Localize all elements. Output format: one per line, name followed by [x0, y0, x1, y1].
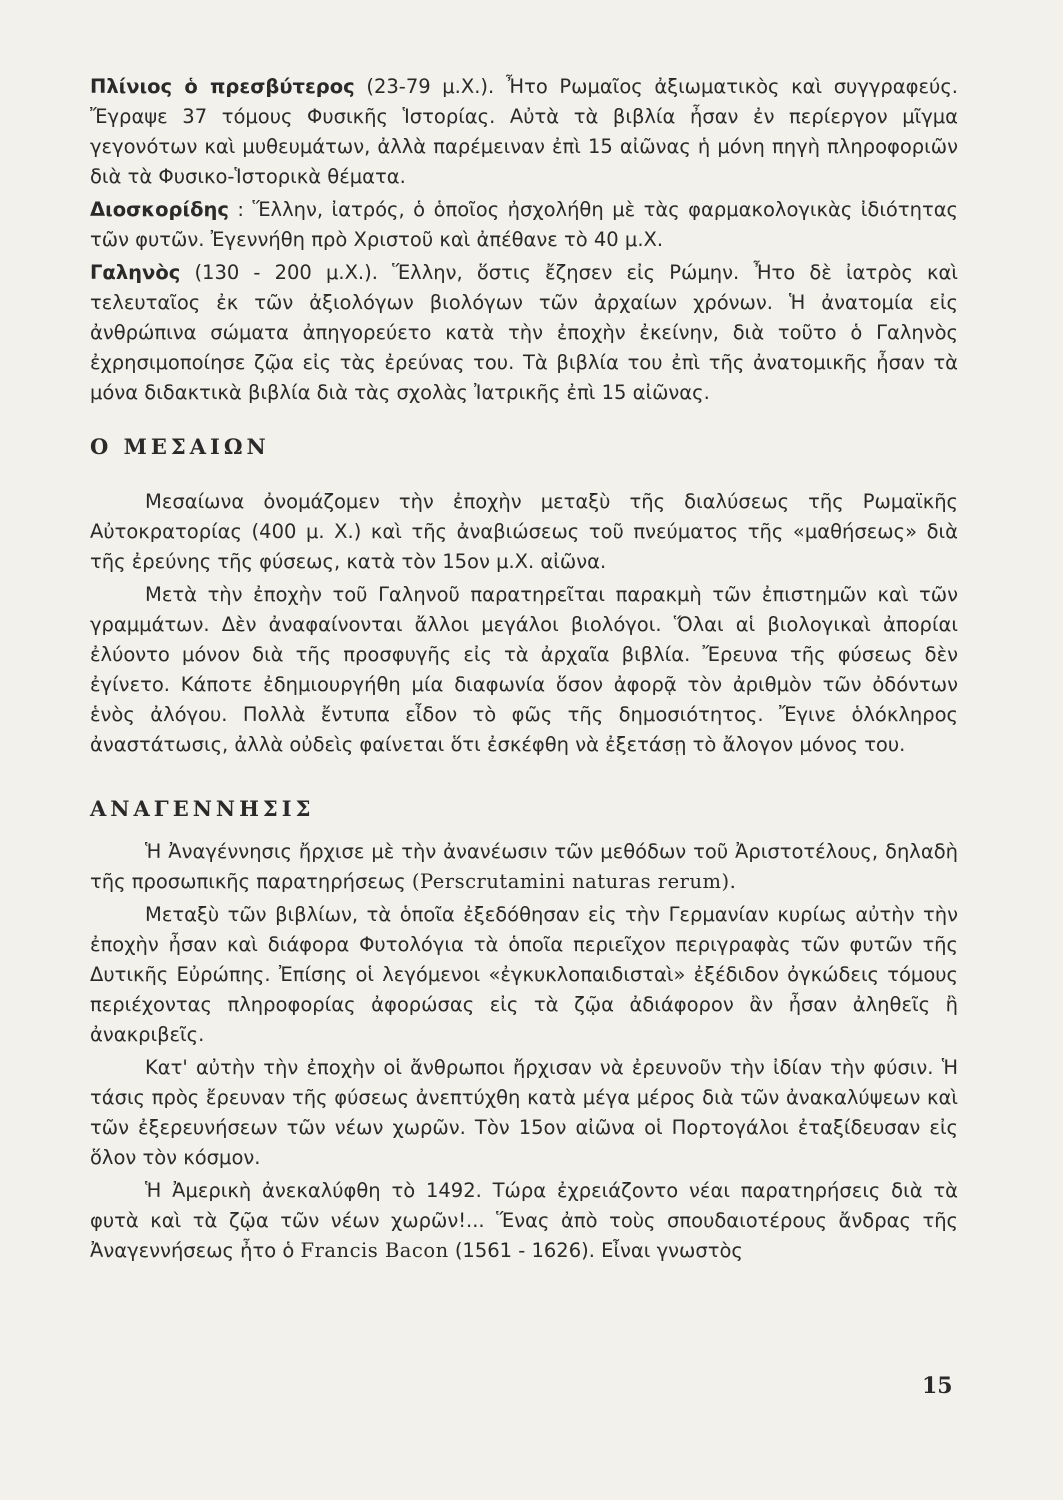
- section-heading-middle-ages: Ο ΜΕΣΑΙΩΝ: [90, 434, 270, 459]
- entry-dioscorides: [90, 195, 958, 255]
- page-number: 15: [922, 1373, 953, 1399]
- entry-term: Διοσκορίδης: [90, 198, 229, 221]
- latin-phrase: (Perscrutamini naturas rerum).: [411, 870, 737, 893]
- page-content: [90, 72, 958, 1269]
- entry-text: (23-79 μ.Χ.). Ἦτο Ρωμαῖος ἀξιωματικὸς καὶ συγγραφεύς. Ἔγραψε 37 τόμους Φυσικῆς Ἱστορίας. Αὐτὰ τὰ βιβλία ἦσαν ἐν περίεργον μῖγμα γεγονότων καὶ μυθευμάτων, ἀλλὰ παρέμειναν ἐπὶ 15 αἰῶνας ἡ μόνη πηγὴ πληροφοριῶν διὰ τὰ Φυσικο-Ἱστορικὰ θέματα.: [90, 75, 958, 188]
- latin-name: Francis Bacon: [300, 1239, 449, 1262]
- entry-plinius: [90, 72, 958, 192]
- entry-galen: [90, 258, 958, 408]
- paragraph: [90, 837, 958, 897]
- section-heading-renaissance: ΑΝΑΓΕΝΝΗΣΙΣ: [90, 796, 315, 821]
- paragraph: Κατ' αὐτὴν τὴν ἐποχὴν οἱ ἄνθρωποι ἤρχισαν νὰ ἐρευνοῦν τὴν ἰδίαν τὴν φύσιν. Ἡ τάσις πρὸς ἔρευναν τῆς φύσεως ἀνεπτύχθη κατὰ μέγα μέρος διὰ τῶν ἀνακαλύψεων καὶ τῶν ἐξερευνήσεων τῶν νέων χωρῶν. Τὸν 15ον αἰῶνα οἱ Πορτογάλοι ἐταξίδευσαν εἰς ὅλον τὸν κόσμον.: [90, 1056, 958, 1169]
- entry-text: : Ἕλλην, ἰατρός, ὁ ὁποῖος ἠσχολήθη μὲ τὰς φαρμακολογικὰς ἰδιότητας τῶν φυτῶν. Ἐγεννήθη πρὸ Χριστοῦ καὶ ἀπέθανε τὸ 40 μ.Χ.: [90, 198, 958, 251]
- paragraph: Μεταξὺ τῶν βιβλίων, τὰ ὁποῖα ἐξεδόθησαν εἰς τὴν Γερμανίαν κυρίως αὐτὴν τὴν ἐποχὴν ἦσαν καὶ διάφορα Φυτολόγια τὰ ὁποῖα περιεῖχον περιγραφὰς τῶν φυτῶν τῆς Δυτικῆς Εὐρώπης. Ἐπίσης οἱ λεγόμενοι «ἐγκυκλοπαιδισταὶ» ἐξέδιδον ὀγκώδεις τόμους περιέχοντας πληροφορίας ἀφορώσας εἰς τὰ ζῷα ἀδιάφορον ἂν ἦσαν ἀληθεῖς ἢ ἀνακριβεῖς.: [90, 903, 958, 1046]
- paragraph: [90, 1176, 958, 1266]
- entry-term: Πλίνιος ὁ πρεσβύτερος: [90, 75, 355, 98]
- paragraph: Μετὰ τὴν ἐποχὴν τοῦ Γαληνοῦ παρατηρεῖται παρακμὴ τῶν ἐπιστημῶν καὶ τῶν γραμμάτων. Δὲν ἀναφαίνονται ἄλλοι μεγάλοι βιολόγοι. Ὅλαι αἱ βιολογικαὶ ἀπορίαι ἐλύοντο μόνον διὰ τῆς προσφυγῆς εἰς τὰ ἀρχαῖα βιβλία. Ἔρευνα τῆς φύσεως δὲν ἐγίνετο. Κάποτε ἐδημιουργήθη μία διαφωνία ὅσον ἀφορᾷ τὸν ἀριθμὸν τῶν ὀδόντων ἑνὸς ἀλόγου. Πολλὰ ἔντυπα εἶδον τὸ φῶς τῆς δημοσιότητος. Ἔγινε ὁλόκληρος ἀναστάτωσις, ἀλλὰ οὐδεὶς φαίνεται ὅτι ἐσκέφθη νὰ ἐξετάσῃ τὸ ἄλογον μόνος του.: [90, 583, 958, 756]
- paragraph: Μεσαίωνα ὀνομάζομεν τὴν ἐποχὴν μεταξὺ τῆς διαλύσεως τῆς Ρωμαϊκῆς Αὐτοκρατορίας (400 μ. Χ.) καὶ τῆς ἀναβιώσεως τοῦ πνεύματος τῆς «μαθήσεως» διὰ τῆς ἐρεύνης τῆς φύσεως, κατὰ τὸν 15ον μ.Χ. αἰῶνα.: [90, 490, 958, 573]
- entry-term: Γαληνὸς: [90, 261, 181, 284]
- entry-text: (130 - 200 μ.Χ.). Ἕλλην, ὅστις ἔζησεν εἰς Ρώμην. Ἦτο δὲ ἰατρὸς καὶ τελευταῖος ἐκ τῶν ἀξιολόγων βιολόγων τῶν ἀρχαίων χρόνων. Ἡ ἀνατομία εἰς ἀνθρώπινα σώματα ἀπηγορεύετο κατὰ τὴν ἐποχὴν ἐκείνην, διὰ τοῦτο ὁ Γαληνὸς ἐχρησιμοποίησε ζῷα εἰς τὰς ἐρεύνας του. Τὰ βιβλία του ἐπὶ τῆς ἀνατομικῆς ἦσαν τὰ μόνα διδακτικὰ βιβλία διὰ τὰς σχολὰς Ἰατρικῆς ἐπὶ 15 αἰῶνας.: [90, 261, 958, 404]
- paragraph-text: (1561 - 1626). Εἶναι γνωστὸς: [448, 1239, 743, 1262]
- paragraph-text: Ἡ Ἀμερικὴ ἀνεκαλύφθη τὸ 1492. Τώρα ἐχρειάζοντο νέαι παρατηρήσεις διὰ τὰ φυτὰ καὶ τὰ ζῷα τῶν νέων χωρῶν!... Ἕνας ἀπὸ τοὺς σπουδαιοτέρους ἄνδρας τῆς Ἀναγεννήσεως ἦτο ὁ: [90, 1179, 958, 1262]
- paragraph-text: Ἡ Ἀναγέννησις ἤρχισε μὲ τὴν ἀνανέωσιν τῶν μεθόδων τοῦ Ἀριστοτέλους, δηλαδὴ τῆς προσωπικῆς παρατηρήσεως: [90, 840, 958, 893]
